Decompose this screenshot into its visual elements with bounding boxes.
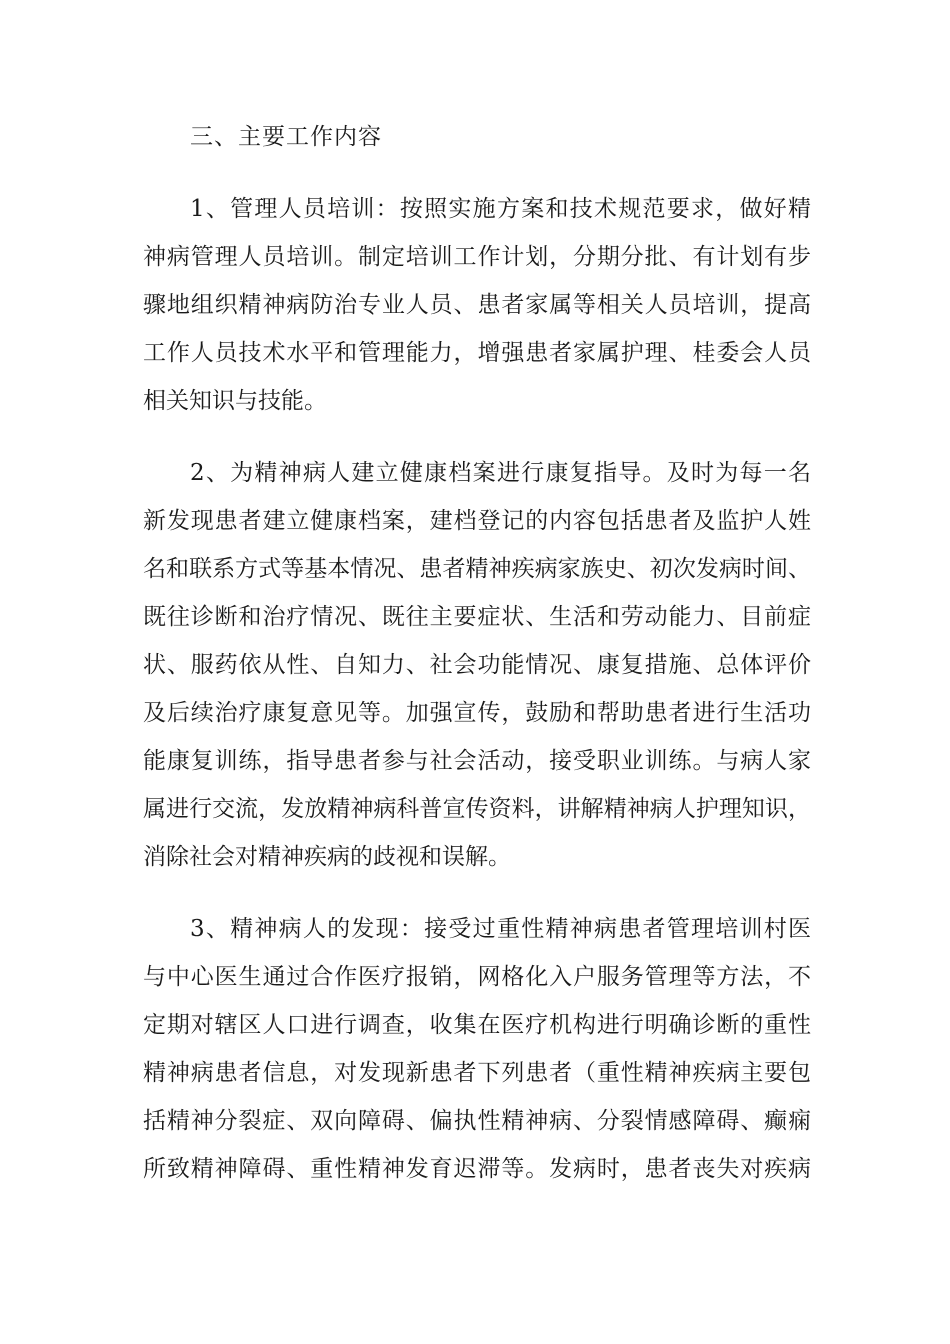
paragraph-line: 2、为精神病人建立健康档案进行康复指导。及时为每一名 (190, 460, 811, 486)
paragraph-line: 精神病患者信息，对发现新患者下列患者（重性精神疾病主要包 (143, 1060, 811, 1086)
paragraph-line: 3、精神病人的发现：接受过重性精神病患者管理培训村医 (190, 916, 811, 942)
paragraph-line: 名和联系方式等基本情况、患者精神疾病家族史、初次发病时间、 (143, 556, 811, 582)
paragraph-line: 所致精神障碍、重性精神发育迟滞等。发病时，患者丧失对疾病 (143, 1156, 811, 1182)
paragraph-line: 消除社会对精神疾病的歧视和误解。 (143, 844, 511, 870)
section-heading: 三、主要工作内容 (190, 124, 382, 150)
paragraph-line: 能康复训练，指导患者参与社会活动，接受职业训练。与病人家 (143, 748, 811, 774)
paragraph-line: 相关知识与技能。 (143, 388, 327, 414)
paragraph-line: 及后续治疗康复意见等。加强宣传，鼓励和帮助患者进行生活功 (143, 700, 811, 726)
paragraph-line: 定期对辖区人口进行调查，收集在医疗机构进行明确诊断的重性 (143, 1012, 811, 1038)
paragraph-line: 工作人员技术水平和管理能力，增强患者家属护理、桂委会人员 (143, 340, 811, 366)
paragraph-line: 状、服药依从性、自知力、社会功能情况、康复措施、总体评价 (143, 652, 811, 678)
paragraph-line: 既往诊断和治疗情况、既往主要症状、生活和劳动能力、目前症 (143, 604, 811, 630)
paragraph-line: 骤地组织精神病防治专业人员、患者家属等相关人员培训，提高 (143, 292, 811, 318)
paragraph-line: 神病管理人员培训。制定培训工作计划，分期分批、有计划有步 (143, 244, 811, 270)
paragraph-line: 括精神分裂症、双向障碍、偏执性精神病、分裂情感障碍、癫痫 (143, 1108, 811, 1134)
paragraph-line: 1、管理人员培训：按照实施方案和技术规范要求，做好精 (190, 196, 811, 222)
paragraph-line: 新发现患者建立健康档案，建档登记的内容包括患者及监护人姓 (143, 508, 811, 534)
paragraph-line: 与中心医生通过合作医疗报销，网格化入户服务管理等方法，不 (143, 964, 811, 990)
paragraph-line: 属进行交流，发放精神病科普宣传资料，讲解精神病人护理知识， (143, 796, 811, 822)
